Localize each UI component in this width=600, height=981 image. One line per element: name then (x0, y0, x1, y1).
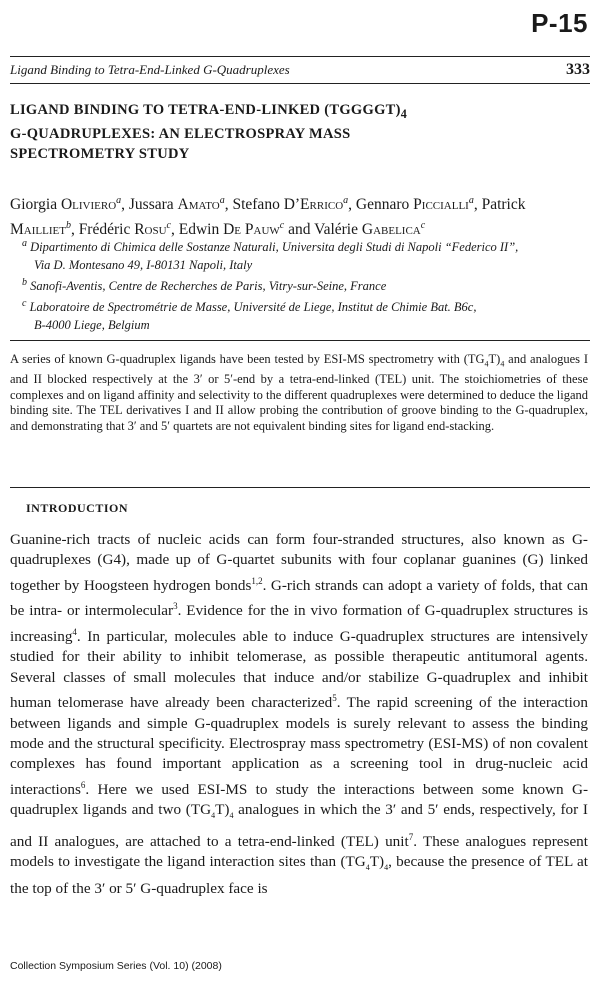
title-line-3: SPECTROMETRY STUDY (10, 145, 190, 162)
affiliations (22, 235, 588, 334)
page-tag: P-15 (531, 8, 588, 38)
author: Valérie Gabelica$^c$ (314, 220, 426, 239)
authors-join: and (288, 221, 311, 239)
title-subscript: 4 (400, 106, 408, 121)
running-header (10, 56, 590, 84)
author: Frédéric Rosu$^c$ (78, 220, 171, 239)
author: Giorgia Oliviero$^a$ (10, 195, 122, 214)
affiliation-a: $^a$ Dipartimento di Chimica delle Sostanze Naturali, Universita degli Studi di Napoli “Federico II”, (22, 238, 519, 255)
abstract-bottom-rule (10, 487, 590, 488)
author: Edwin De Pauw$^c$ (178, 220, 285, 239)
title-line-2: G-QUADRUPLEXES: AN ELECTROSPRAY MASS (10, 125, 351, 142)
abstract: A series of known G-quadruplex ligands have been tested by ESI-MS spectrometry with $(TG_4T)_4$ and analogues I and II blocked respectively at the 3′ or 5′-end by a tetra-end-linked (TEL) unit. The stoichiometries of these complexes and on ligand affinity and selectivity to the different quadruplexes were determined to deduce the ligand binding site. The TEL derivatives I and II allow probing the contribution of groove binding to the G-quadruplex, and demonstrating that 3′ and 5′ quartets are not equivalent binding sites for ligand end-stacking. (10, 352, 588, 433)
affiliation-b: $^b$ Sanofi-Aventis, Centre de Recherches de Paris, Vitry-sur-Seine, France (22, 277, 387, 294)
article-title (10, 100, 540, 164)
author: Gennaro Piccialli$^a$ (355, 195, 474, 214)
section-heading: INTRODUCTION (26, 501, 129, 515)
author-list: Giorgia Oliviero$^a$, Jussara Amato$^a$, Stefano D’Errico$^a$, Gennaro Piccialli$^a$, Patrick Mailliet$^b$, Frédéric Rosu$^c$, Edwin De Pauw$^c$ and Valérie Gabelica$^c$ (10, 195, 526, 239)
footer-citation: Collection Symposium Series (Vol. 10) (2008) (10, 960, 222, 972)
running-title: Ligand Binding to Tetra-End-Linked G-Quadruplexes (10, 62, 290, 77)
introduction-text: Guanine-rich tracts of nucleic acids can form four-stranded structures, also known as G-quadruplexes (G4), made up of G-quartet subunits with four coplanar guanines (G) linked together by Hoogsteen hydrogen bonds$^{1,2}$. G-rich strands can adopt a variety of folds, that can be intra- or intermolecular$^3$. Evidence for the in vivo formation of G-quadruplex structures is increasing$^4$. In particular, molecules able to induce G-quadruplex structures are intensively studied for their ability to inhibit telomerase, as possible therapeutic antitumoral agents. Several classes of small molecules that induce and/or stabilize G-quadruplex and inhibit human telomerase have already been characterized$^5$. The rapid screening of the interaction between ligands and simple G-quadruplex models is surely relevant to assess the binding mode and the structural specificity. Electrospray mass spectrometry (ESI-MS) of non covalent complexes has found important application as a screening tool in drug-nucleic acid interactions$^6$. Here we used ESI-MS to study the interactions between some known G-quadruplex ligands and two $(TG_4T)_4$ analogues in which the 3′ and 5′ ends, respectively, for I and II analogues, are attached to a tetra-end-linked (TEL) unit$^7$. These analogues represent models to investigate the ligand interaction sites than $(TG_4T)_4$, because the presence of TEL at the top of the 3′ or 5′ G-quadruplex face is (10, 531, 589, 897)
affiliation-c-line2: B-4000 Liege, Belgium (34, 318, 150, 333)
affiliation-c: $^c$ Laboratoire de Spectrométrie de Masse, Université de Liege, Institut de Chimie Bat. B6c, (22, 298, 477, 315)
affiliation-a-line2: Via D. Montesano 49, I-80131 Napoli, Italy (34, 258, 253, 273)
author: Jussara Amato$^a$ (128, 195, 225, 214)
page-number: 333 (566, 61, 590, 78)
author: Patrick Mailliet$^b$ (10, 196, 526, 239)
title-line-1: LIGAND BINDING TO TETRA-END-LINKED (TGGGGT) (10, 102, 401, 118)
author: Stefano D’Errico$^a$ (232, 195, 349, 214)
abstract-top-rule (10, 340, 590, 341)
